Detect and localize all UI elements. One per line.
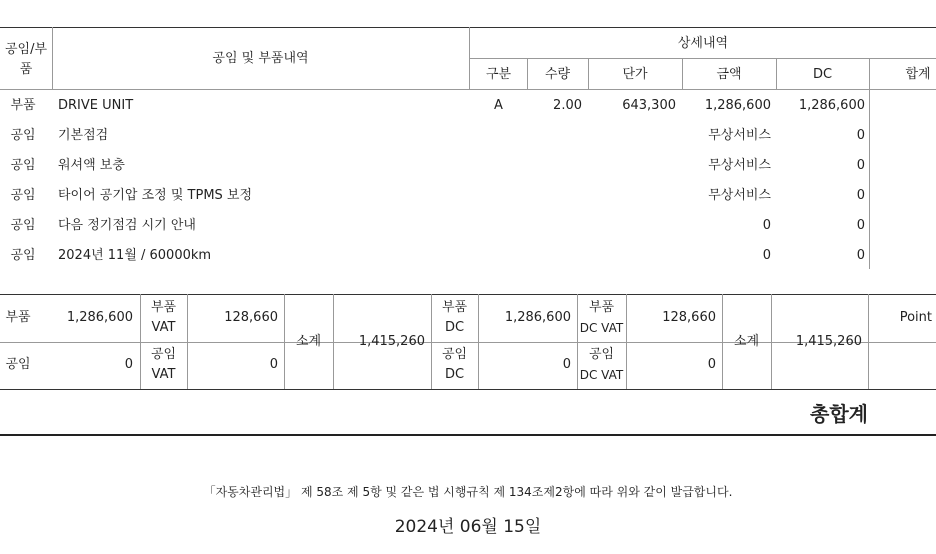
row-amount: 1,286,600 xyxy=(704,98,771,113)
summary-subtotal-value: 1,415,260 xyxy=(358,334,425,349)
summary-parts-vat-label-1: 부품 xyxy=(150,300,177,315)
legal-statement: 「자동차관리법」 제 58조 제 5항 및 같은 법 시행규칙 제 134조제2항에 따라 위와 같이 발급합니다. xyxy=(203,485,733,499)
summary-parts-dcvat-value: 128,660 xyxy=(662,310,716,325)
row-unit-price: 643,300 xyxy=(622,98,676,113)
header-type: 공임/부품 xyxy=(4,42,48,77)
row-description: 다음 정기점검 시기 안내 xyxy=(58,218,196,233)
header-total: 합계 xyxy=(905,67,931,82)
summary-parts-vat-label-2: VAT xyxy=(151,320,176,335)
row-type: 공임 xyxy=(10,188,36,203)
row-dc: 0 xyxy=(856,188,865,203)
row-type: 공임 xyxy=(10,218,36,233)
row-amount: 0 xyxy=(762,218,771,233)
summary-dc-subtotal-label: 소계 xyxy=(733,334,760,349)
summary-parts-dcvat-label-1: 부품 xyxy=(588,300,615,315)
row-description: 2024년 11월 / 60000km xyxy=(58,248,212,263)
header-detail: 상세내역 xyxy=(677,36,729,51)
summary-labor-dcvat-value: 0 xyxy=(707,357,716,372)
issue-date: 2024년 06월 15일 xyxy=(394,517,542,537)
summary-point-label: Point xyxy=(899,310,932,325)
row-description: DRIVE UNIT xyxy=(58,98,134,113)
summary-labor-vat-value: 0 xyxy=(269,357,278,372)
summary-dc-subtotal-value: 1,415,260 xyxy=(795,334,862,349)
row-amount: 무상서비스 xyxy=(708,188,771,203)
row-amount: 0 xyxy=(762,248,771,263)
header-desc: 공임 및 부품내역 xyxy=(212,51,309,66)
row-dc: 0 xyxy=(856,218,865,233)
row-description: 기본점검 xyxy=(58,128,109,143)
summary-parts-dc-label-2: DC xyxy=(444,320,465,335)
row-dc: 1,286,600 xyxy=(798,98,865,113)
header-grade: 구분 xyxy=(485,67,512,82)
summary-parts-vat-value: 128,660 xyxy=(224,310,278,325)
row-dc: 0 xyxy=(856,128,865,143)
grand-total-label: 총합계 xyxy=(810,402,868,426)
row-type: 공임 xyxy=(10,158,36,173)
row-dc: 0 xyxy=(856,158,865,173)
header-amount: 금액 xyxy=(716,67,742,82)
header-qty: 수량 xyxy=(544,67,571,82)
summary-labor-vat-label-1: 공임 xyxy=(150,347,177,362)
row-description: 타이어 공기압 조정 및 TPMS 보정 xyxy=(58,188,253,203)
summary-parts-dc-label-1: 부품 xyxy=(441,300,468,315)
row-type: 공임 xyxy=(10,128,36,143)
summary-parts-label: 부품 xyxy=(5,310,31,325)
row-dc: 0 xyxy=(856,248,865,263)
header-dc: DC xyxy=(812,67,833,82)
summary-labor-label: 공임 xyxy=(5,357,31,372)
row-quantity: 2.00 xyxy=(553,98,582,113)
row-type: 공임 xyxy=(10,248,36,263)
summary-parts-dcvat-label-2: DC VAT xyxy=(579,321,624,335)
summary-parts-value: 1,286,600 xyxy=(66,310,133,325)
row-amount: 무상서비스 xyxy=(708,158,771,173)
summary-labor-dcvat-label-2: DC VAT xyxy=(579,368,624,382)
summary-labor-dc-label-2: DC xyxy=(444,367,465,382)
summary-labor-vat-label-2: VAT xyxy=(151,367,176,382)
row-description: 워셔액 보충 xyxy=(58,158,125,173)
row-type: 부품 xyxy=(10,98,36,113)
row-grade: A xyxy=(494,98,503,113)
summary-parts-dc-value: 1,286,600 xyxy=(504,310,571,325)
summary-subtotal-label: 소계 xyxy=(295,334,322,349)
header-unit-price: 단가 xyxy=(622,67,648,82)
summary-labor-dcvat-label-1: 공임 xyxy=(588,347,615,362)
summary-labor-value: 0 xyxy=(124,357,133,372)
summary-labor-dc-value: 0 xyxy=(562,357,571,372)
row-amount: 무상서비스 xyxy=(708,128,771,143)
summary-labor-dc-label-1: 공임 xyxy=(441,347,468,362)
